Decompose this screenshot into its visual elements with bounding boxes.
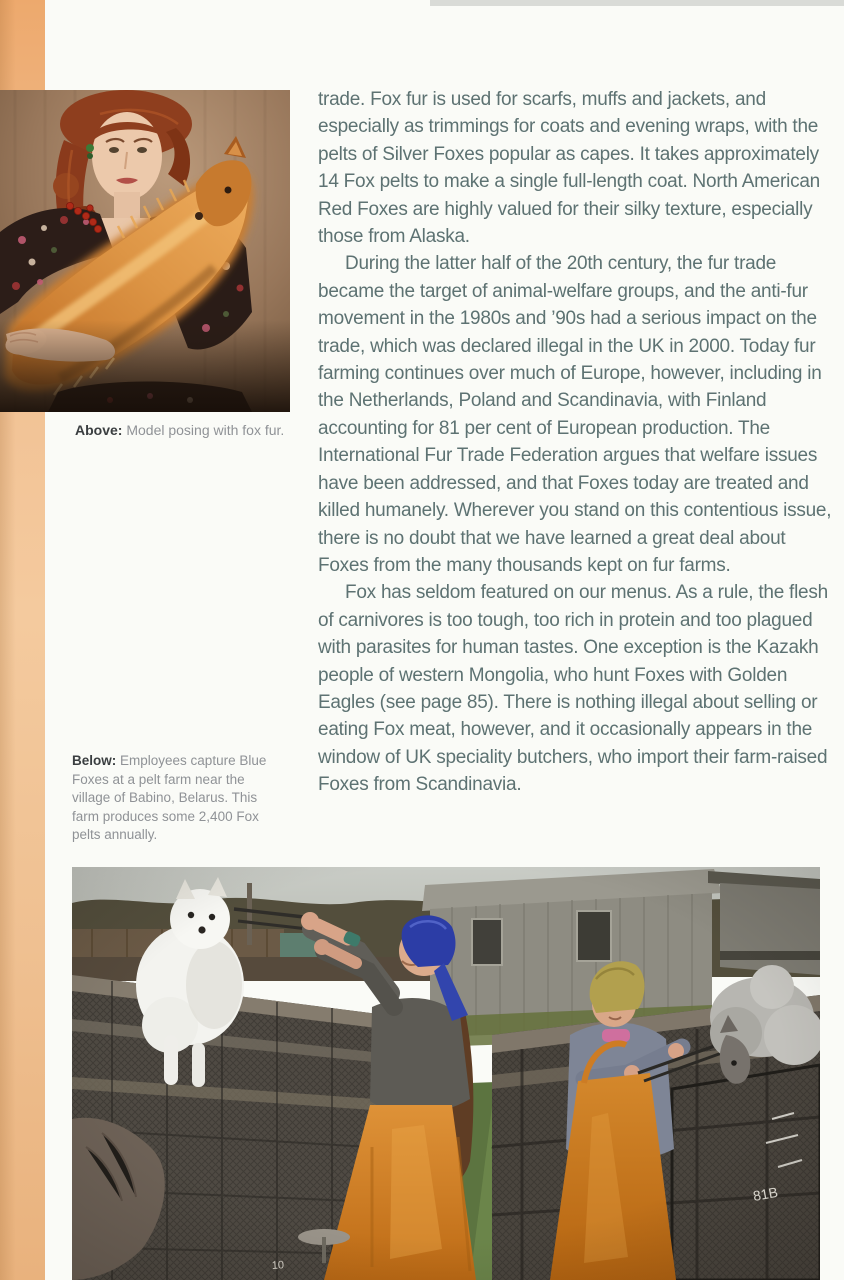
caption-above-text: Model posing with fox fur. [122, 422, 285, 438]
caption-below-label: Below: [72, 753, 117, 768]
caption-above-label: Above: [75, 422, 123, 438]
farm-photo-figure [72, 867, 820, 1280]
article-paragraph: During the latter half of the 20th century, the fur trade became the target of animal-welfare groups, and the anti-fur movement in the 1980s and ’90s had a serious impact on the trade, which was declared illegal in the UK in 2000. Today fur farming continues over much of Europe, however, including in the Netherlands, Poland and Scandinavia, with Finland accounting for 81 per cent of European production. The International Fur Trade Federation argues that welfare issues have been addressed, and that Foxes today are treated and killed humanely. Wherever you stand on this contentious issue, there is no doubt that we have learned a great deal about Foxes from the many thousands kept on fur farms. [318, 253, 832, 576]
article-paragraph: trade. Fox fur is used for scarfs, muffs and jackets, and especially as trimmings for coats and evening wraps, with the pelts of Silver Foxes popular as capes. It takes approximately 14 Fox pelts to make a single full-length coat. North American Red Foxes are highly valued for their silky texture, especially those from Alaska. [318, 89, 820, 248]
caption-above [75, 421, 305, 440]
farm-photo-image [72, 867, 820, 1280]
model-photo-image [0, 90, 290, 412]
caption-below [72, 752, 284, 845]
scan-artifact-bar [430, 0, 844, 6]
model-photo-figure [0, 90, 290, 412]
article-paragraph: Fox has seldom featured on our menus. As a rule, the flesh of carnivores is too tough, too rich in protein and too plagued with parasites for human tastes. One exception is the Kazakh people of western Mongolia, who hunt Foxes with Golden Eagles (see page 85). There is nothing illegal about selling or eating Fox meat, however, and it occasionally appears in the window of UK speciality butchers, who import their farm-raised Foxes from Scandinavia. [318, 582, 828, 796]
caption-below-text: Employees capture Blue Foxes at a pelt farm near the village of Babino, Belarus. This farm produces some 2,400 Fox pelts annually. [72, 753, 267, 842]
article-text [318, 86, 832, 799]
